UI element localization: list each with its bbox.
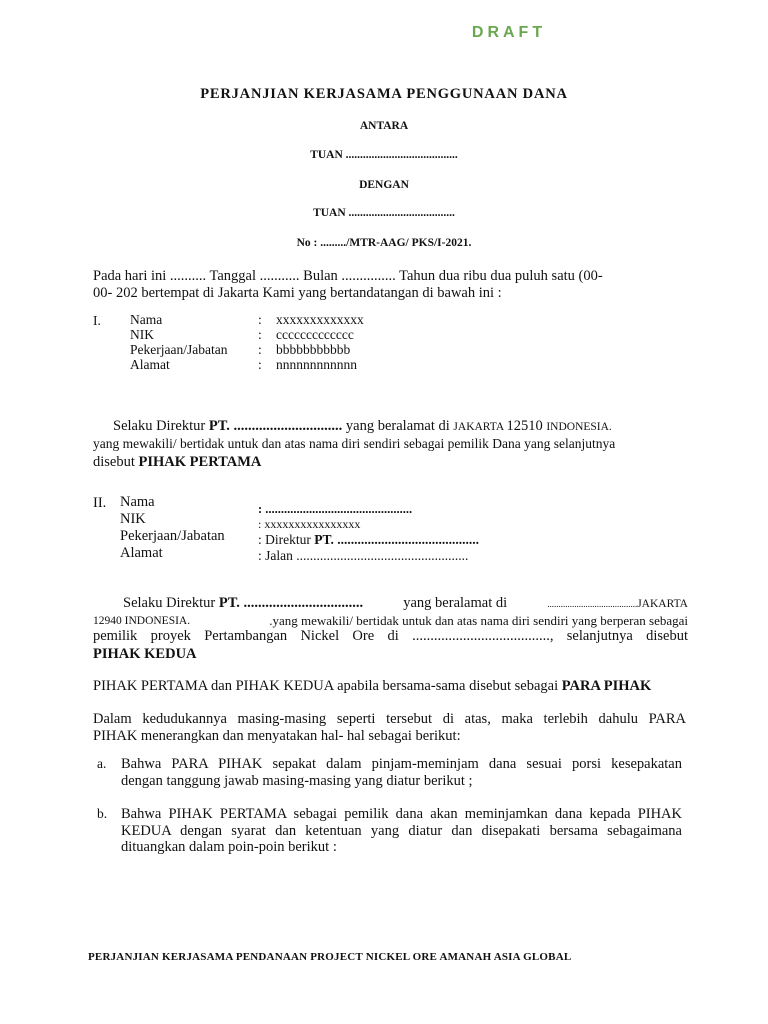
text: Selaku Direktur — [113, 418, 209, 434]
item-b-line-1: Bahwa PIHAK PERTAMA sebagai pemilik dana akan meminjamkan dana kepada PIHAK — [121, 806, 682, 822]
field-colon: : — [258, 342, 262, 357]
party-one-desc-line-3 — [93, 453, 261, 471]
item-b-line-2: KEDUA dengan syarat dan ketentuan yang diatur dan disepakati bersama sebagaimana — [121, 823, 682, 839]
field-label: Alamat — [130, 357, 170, 372]
party-one-field-nama — [130, 312, 364, 327]
field-label: NIK — [130, 327, 154, 342]
company-name: PT. ................................. — [218, 595, 364, 611]
company-name: PT. .......................................... — [314, 532, 479, 547]
party-two-labels — [120, 494, 225, 562]
party1-heading: TUAN ....................................... — [310, 149, 458, 161]
draft-watermark: DRAFT — [471, 24, 547, 41]
city: JAKARTA — [453, 421, 507, 433]
intro-line-1: Pada hari ini .......... Tanggal ........... Bulan ............... Tahun dua ribu dua puluh satu (00- — [93, 268, 603, 284]
dengan-label: DENGAN — [359, 179, 409, 191]
antara-label: ANTARA — [359, 120, 409, 132]
city: JAKARTA — [637, 598, 688, 610]
company-name: PT. .............................. — [208, 418, 343, 434]
postal-country: 12940 INDONESIA. — [93, 615, 191, 627]
value: : Direktur — [258, 532, 315, 547]
text: .yang mewakili/ bertidak untuk dan atas nama diri sendiri yang berperan sebagai — [269, 613, 688, 628]
field-label: Pekerjaan/Jabatan — [130, 342, 228, 357]
party-two-nik-value: : xxxxxxxxxxxxxxxx — [258, 517, 361, 531]
intro-line-2: 00- 202 bertempat di Jakarta Kami yang bertandatangan di bawah ini : — [93, 285, 502, 301]
text: yang beralamat di — [403, 595, 508, 611]
statement-line-1: Dalam kedudukannya masing-masing seperti tersebut di atas, maka terlebih dahulu PARA — [93, 711, 686, 727]
party-one-numeral: I. — [93, 313, 101, 328]
party-one-field-alamat — [130, 357, 364, 372]
party-one-desc-line-2: yang mewakili/ bertidak untuk dan atas nama diri sendiri sebagai pemilik Dana yang selanjutnya — [93, 436, 616, 451]
para-pihak-sentence — [93, 677, 651, 695]
party-one-fields — [130, 312, 364, 372]
party-two-alamat-value: : Jalan ................................................... — [258, 548, 469, 563]
field-value: nnnnnnnnnnnn — [276, 357, 357, 372]
page-footer: PERJANJIAN KERJASAMA PENDANAAN PROJECT NICKEL ORE AMANAH ASIA GLOBAL — [88, 951, 572, 963]
pihak-kedua-label: PIHAK KEDUA — [93, 646, 197, 662]
address-dots: ........................................ — [547, 599, 638, 609]
field-value: bbbbbbbbbbb — [276, 342, 351, 357]
party-two-desc-line-3: pemilik proyek Pertambangan Nickel Ore di ......................................, selanjutnya disebut — [93, 628, 688, 644]
text: PIHAK PERTAMA dan PIHAK KEDUA apabila bersama-sama disebut sebagai — [93, 678, 562, 694]
party2-heading: TUAN ..................................... — [313, 207, 455, 219]
agreement-number: No : ........./MTR-AAG/ PKS/I-2021. — [296, 237, 472, 249]
item-a-line-1: Bahwa PARA PIHAK sepakat dalam pinjam-meminjam dana sesuai porsi kesepakatan — [121, 756, 682, 772]
field-label-alamat: Alamat — [120, 545, 163, 561]
item-b-line-3: dituangkan dalam poin-poin berikut : — [121, 839, 337, 855]
party-two-desc-line-1 — [123, 594, 688, 613]
field-label-nama: Nama — [120, 494, 155, 510]
field-label-jabatan: Pekerjaan/Jabatan — [120, 528, 225, 544]
item-a-line-2: dengan tanggung jawab masing-masing yang diatur berikut ; — [121, 773, 473, 789]
field-value: ccccccccccccc — [276, 327, 354, 342]
document-title: PERJANJIAN KERJASAMA PENGGUNAAN DANA — [200, 86, 568, 102]
field-colon: : — [258, 327, 262, 342]
field-value: xxxxxxxxxxxxx — [276, 312, 364, 327]
pihak-pertama-label: PIHAK PERTAMA — [138, 454, 262, 470]
party-one-field-jabatan — [130, 342, 364, 357]
text: disebut — [93, 454, 139, 470]
party-one-field-nik — [130, 327, 364, 342]
text: yang beralamat di — [342, 418, 454, 434]
item-a-marker: a. — [97, 756, 107, 771]
party-two-jabatan-value — [258, 532, 479, 548]
field-colon: : — [258, 357, 262, 372]
item-b-marker: b. — [97, 806, 108, 821]
party-one-desc-line-1 — [113, 417, 612, 436]
value: : ............................................... — [258, 502, 413, 516]
party-two-numeral: II. — [93, 495, 107, 511]
field-colon: : — [258, 312, 262, 327]
field-label: Nama — [130, 312, 163, 327]
text: Selaku Direktur — [123, 595, 219, 611]
field-label-nik: NIK — [120, 511, 146, 527]
party-two-nama-value — [258, 502, 412, 517]
postal-code: 12510 — [506, 418, 547, 434]
statement-line-2: PIHAK menerangkan dan menyatakan hal- hal sebagai berikut: — [93, 728, 461, 744]
country: INDONESIA. — [546, 421, 612, 433]
para-pihak-label: PARA PIHAK — [561, 678, 652, 694]
